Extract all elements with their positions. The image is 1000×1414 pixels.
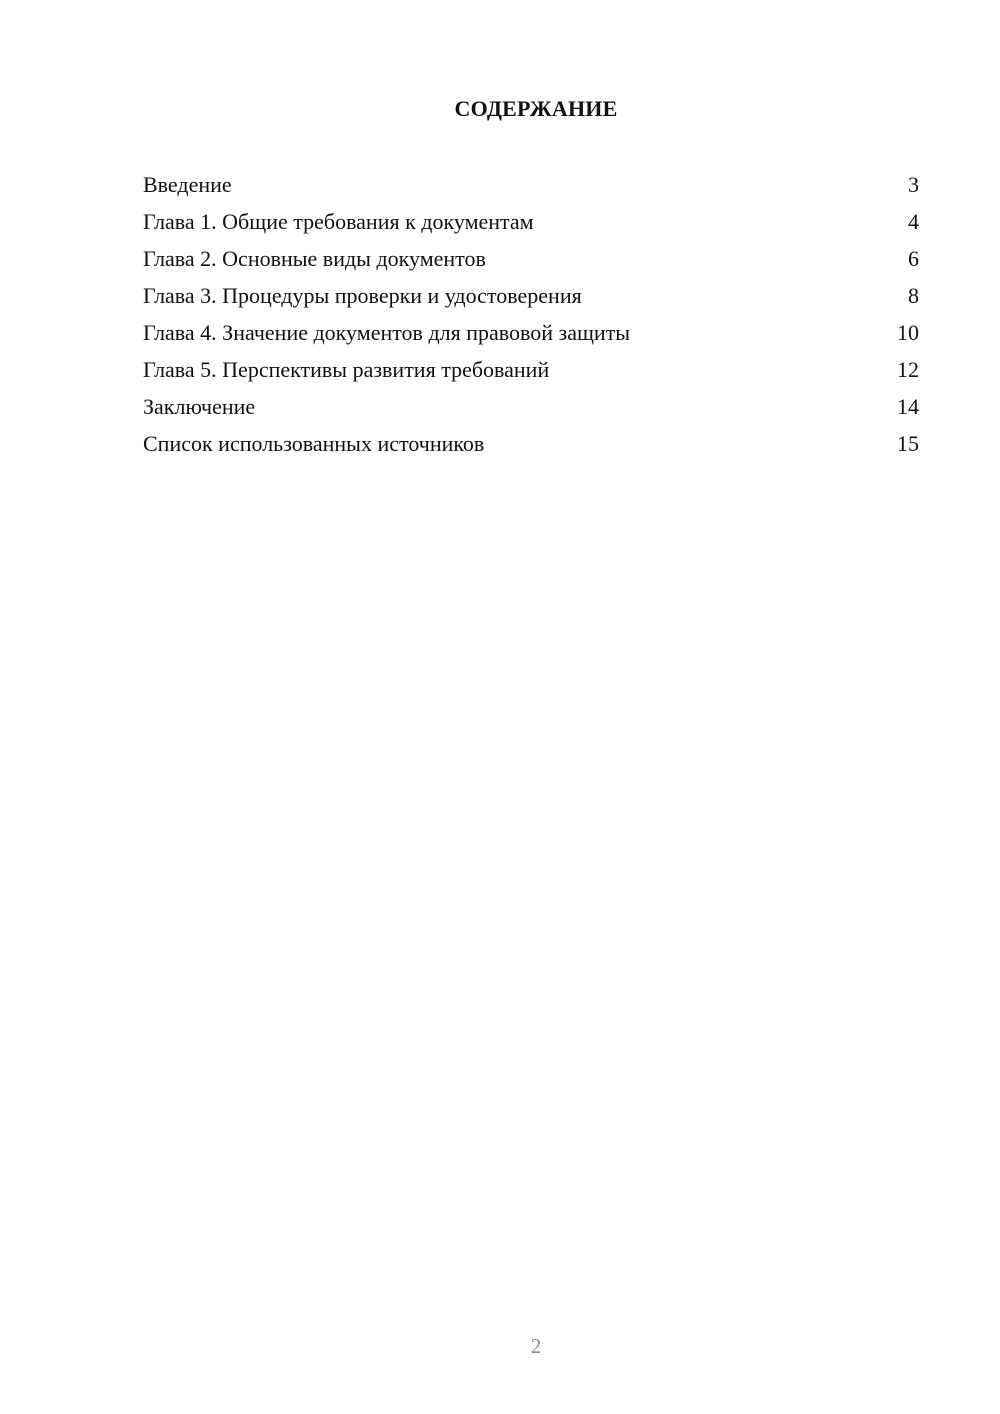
toc-entry-page: 14	[897, 394, 919, 419]
toc-entry-conclusion	[143, 390, 919, 427]
toc-entry-title: Глава 2. Основные виды документов	[143, 246, 486, 271]
page-number: 2	[530, 1334, 542, 1358]
toc-entry-page: 4	[908, 209, 919, 234]
toc-entry-chapter-5	[143, 353, 919, 390]
toc-entry-title: Глава 5. Перспективы развития требований	[143, 357, 550, 382]
toc-entry-page: 3	[908, 172, 919, 197]
toc-entry-chapter-1	[143, 205, 919, 242]
toc-entry-page: 10	[897, 320, 919, 345]
toc-entry-title: Глава 1. Общие требования к документам	[143, 209, 534, 234]
toc-entry-title: Список использованных источников	[143, 431, 485, 456]
toc-entry-chapter-4	[143, 316, 919, 353]
toc-entry-page: 12	[897, 357, 919, 382]
page-title: СОДЕРЖАНИЕ	[454, 96, 618, 121]
toc-entry-page: 8	[908, 283, 919, 308]
toc-entry-chapter-3	[143, 279, 919, 316]
toc-entry-title: Глава 4. Значение документов для правовой защиты	[143, 320, 631, 345]
toc-entry-title: Введение	[143, 172, 232, 197]
toc-entry-chapter-2	[143, 242, 919, 279]
table-of-contents	[143, 168, 919, 464]
toc-entry-introduction	[143, 168, 919, 205]
toc-entry-title: Глава 3. Процедуры проверки и удостоверения	[143, 283, 582, 308]
toc-entry-page: 6	[908, 246, 919, 271]
toc-entry-title: Заключение	[143, 394, 256, 419]
toc-entry-page: 15	[897, 431, 919, 456]
toc-entry-references	[143, 427, 919, 464]
